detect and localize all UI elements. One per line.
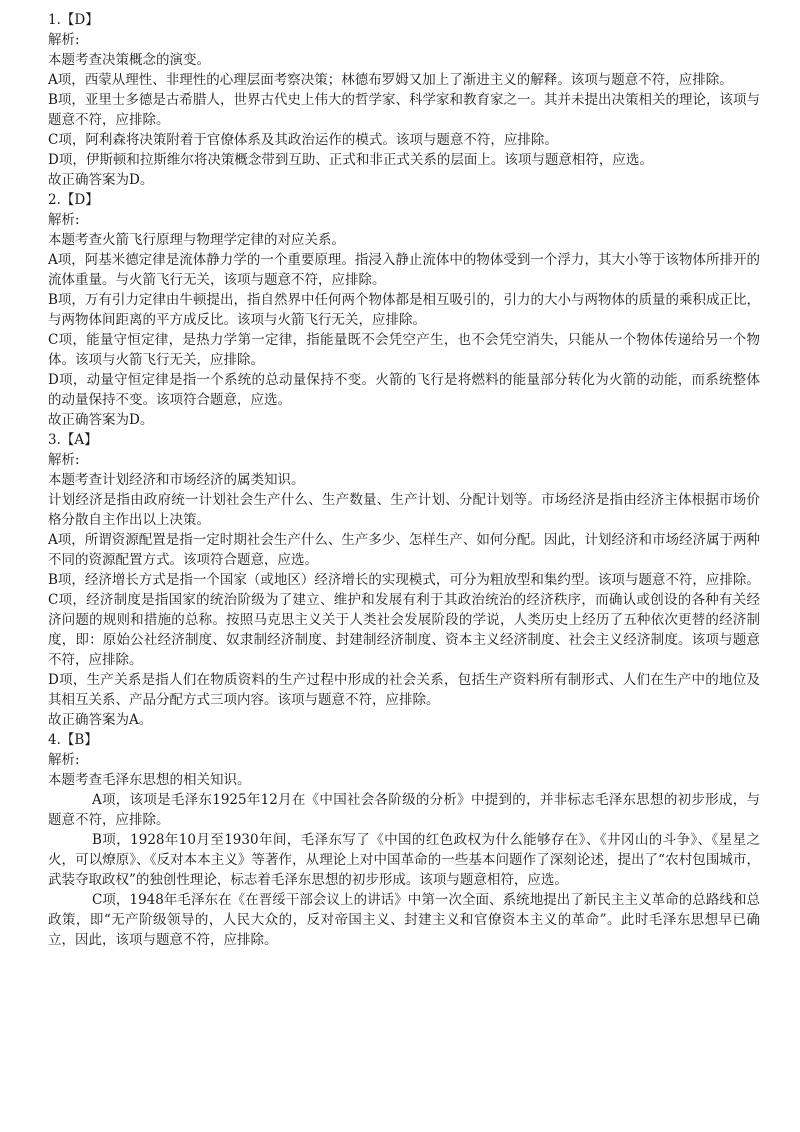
question-1-analysis-label: 解析: <box>48 32 80 48</box>
question-3-paragraph: C项，经济制度是指国家的统治阶级为了建立、维护和发展有利于其政治统治的经济秩序，而确认或创设的各种有关经济问题的规则和措施的总称。按照马克思主义关于人类社会发展阶段的学说，人类历史上经历了五种依次更替的经济制度，即：原始公社经济制度、奴隶制经济制度、封建制经济制度、资本主义经济制度、社会主义经济制度。该项与题意不符，应排除。 <box>48 592 760 668</box>
question-4-indented-paragraph: C项，1948年毛泽东在《在晋绥干部会议上的讲话》中第一次全面、系统地提出了新民主主义革命的总路线和总政策，即“无产阶级领导的，人民大众的，反对帝国主义、封建主义和官僚资本主义的革命”。此时毛泽东思想早已确立，因此，该项与题意不符，应排除。 <box>48 892 760 948</box>
question-2-answer: 故正确答案为D。 <box>48 412 154 428</box>
question-4-indented-paragraph: B项，1928年10月至1930年间，毛泽东写了《中国的红色政权为什么能够存在》、《井冈山的斗争》、《星星之火，可以燎原》、《反对本本主义》等著作，从理论上对中国革命的一些基本问题作了深刻论述，提出了“农村包围城市，武装夺取政权”的独创性理论，标志着毛泽东思想的初步形成。该项与题意相符，应选。 <box>48 832 760 888</box>
question-1-paragraph: A项，西蒙从理性、非理性的心理层面考察决策；林德布罗姆又加上了渐进主义的解释。该项与题意不符，应排除。 <box>48 72 733 88</box>
question-3-heading: 3.【A】 <box>48 432 98 448</box>
question-1-paragraph: D项，伊斯顿和拉斯维尔将决策概念带到互助、正式和非正式关系的层面上。该项与题意相符，应选。 <box>48 152 653 168</box>
question-2-paragraph: B项，万有引力定律由牛顿提出，指自然界中任何两个物体都是相互吸引的，引力的大小与两物体的质量的乘积成正比，与两物体间距离的平方成反比。该项与火箭飞行无关，应排除。 <box>48 292 760 328</box>
question-2-paragraph: A项，阿基米德定律是流体静力学的一个重要原理。指浸入静止流体中的物体受到一个浮力，其大小等于该物体所排开的流体重量。与火箭飞行无关，该项与题意不符，应排除。 <box>48 252 760 288</box>
question-2-heading: 2.【D】 <box>48 192 99 208</box>
question-4-indented-paragraph: A项，该项是毛泽东1925年12月在《中国社会各阶级的分析》中提到的，并非标志毛泽东思想的初步形成，与题意不符，应排除。 <box>48 792 760 828</box>
question-1-paragraph: B项，亚里士多德是古希腊人，世界古代史上伟大的哲学家、科学家和教育家之一。其并未提出决策相关的理论，该项与题意不符，应排除。 <box>48 92 760 128</box>
question-1-answer: 故正确答案为D。 <box>48 172 154 188</box>
question-1-paragraph: C项，阿利森将决策附着于官僚体系及其政治运作的模式。该项与题意不符，应排除。 <box>48 132 558 148</box>
question-2-paragraph: C项，能量守恒定律，是热力学第一定律，指能量既不会凭空产生，也不会凭空消失，只能从一个物体传递给另一个物体。该项与火箭飞行无关，应排除。 <box>48 332 760 368</box>
document-page <box>48 10 760 950</box>
question-2-paragraph: D项，动量守恒定律是指一个系统的总动量保持不变。火箭的飞行是将燃料的能量部分转化为火箭的动能，而系统整体的动量保持不变。该项符合题意，应选。 <box>48 372 760 408</box>
question-2-analysis-label: 解析: <box>48 212 80 228</box>
question-3-paragraph: D项，生产关系是指人们在物质资料的生产过程中形成的社会关系，包括生产资料所有制形式、人们在生产中的地位及其相互关系、产品分配方式三项内容。该项与题意不符，应排除。 <box>48 672 760 708</box>
question-3-analysis-label: 解析: <box>48 452 80 468</box>
question-4-paragraph: 本题考查毛泽东思想的相关知识。 <box>48 772 251 788</box>
question-4-heading: 4.【B】 <box>48 732 98 748</box>
question-1-heading: 1.【D】 <box>48 12 99 28</box>
question-3-paragraph: 本题考查计划经济和市场经济的属类知识。 <box>48 472 305 488</box>
question-2-paragraph: 本题考查火箭飞行原理与物理学定律的对应关系。 <box>48 232 345 248</box>
question-4-analysis-label: 解析: <box>48 752 80 768</box>
question-3-paragraph: B项，经济增长方式是指一个国家（或地区）经济增长的实现模式，可分为粗放型和集约型。该项与题意不符，应排除。 <box>48 572 760 588</box>
question-3-answer: 故正确答案为A。 <box>48 712 153 728</box>
question-1-paragraph: 本题考查决策概念的演变。 <box>48 52 210 68</box>
question-3-paragraph: 计划经济是指由政府统一计划社会生产什么、生产数量、生产计划、分配计划等。市场经济是指由经济主体根据市场价格分散自主作出以上决策。 <box>48 492 760 528</box>
question-3-paragraph: A项，所谓资源配置是指一定时期社会生产什么、生产多少、怎样生产、如何分配。因此，计划经济和市场经济属于两种不同的资源配置方式。该项符合题意，应选。 <box>48 532 760 568</box>
